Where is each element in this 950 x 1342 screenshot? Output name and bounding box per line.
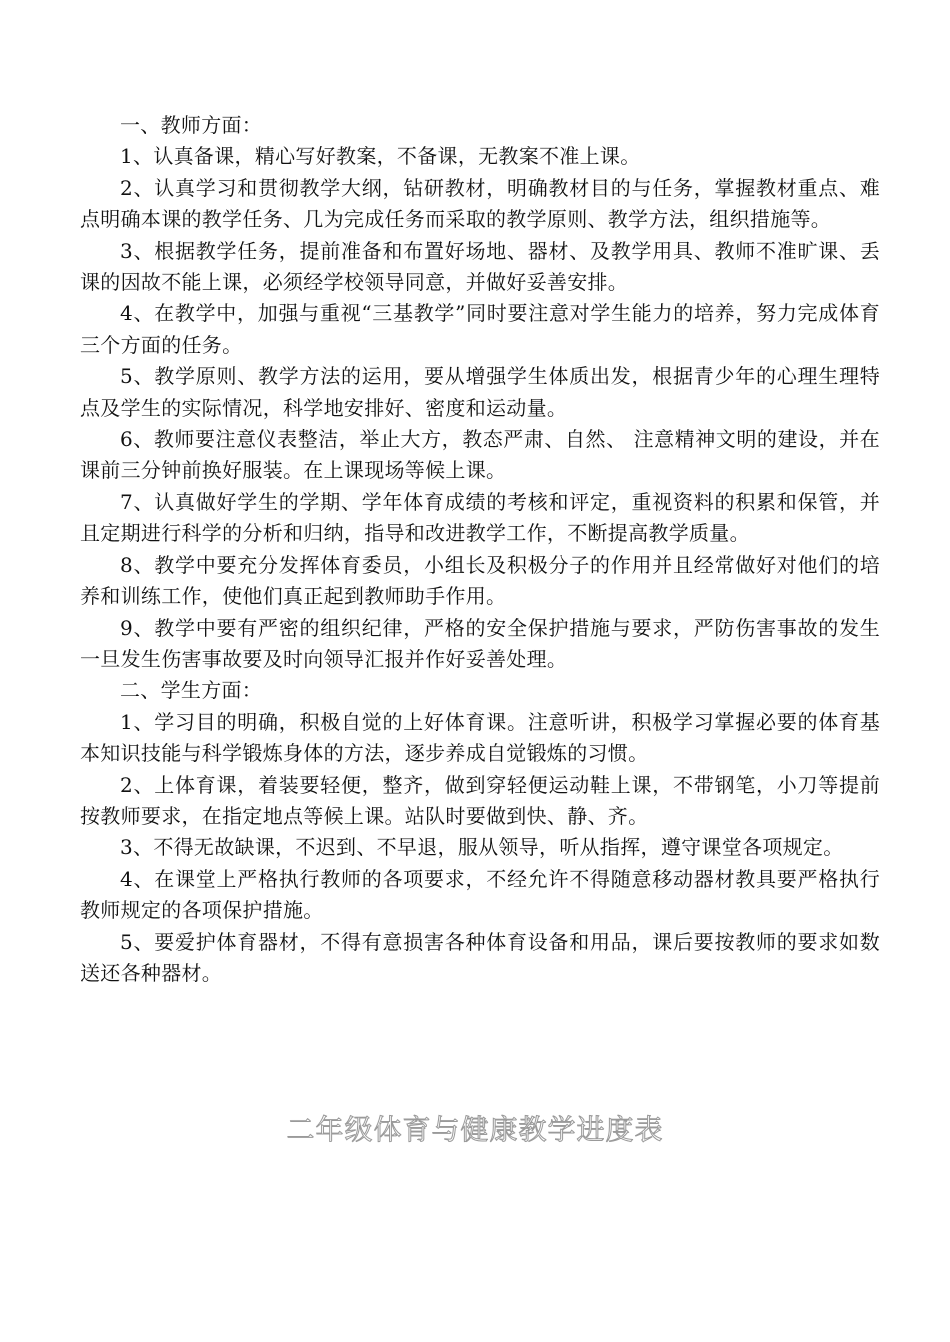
teacher-item-8: 8、教学中要充分发挥体育委员，小组长及积极分子的作用并且经常做好对他们的培养和训练工作，使他们真正起到教师助手作用。 (80, 552, 880, 609)
teacher-item-7: 7、认真做好学生的学期、学年体育成绩的考核和评定，重视资料的积累和保管，并且定期进行科学的分析和归纳，指导和改进教学工作，不断提高教学质量。 (80, 489, 880, 546)
student-item-4: 4、在课堂上严格执行教师的各项要求，不经允许不得随意移动器材教具要严格执行教师规定的各项保护措施。 (80, 866, 880, 923)
teacher-item-9: 9、教学中要有严密的组织纪律，严格的安全保护措施与要求，严防伤害事故的发生一旦发生伤害事故要及时向领导汇报并作好妥善处理。 (80, 615, 880, 671)
teacher-item-4: 4、在教学中，加强与重视“三基教学”同时要注意对学生能力的培养，努力完成体育三个方面的任务。 (80, 301, 880, 357)
teacher-item-3: 3、根据教学任务，提前准备和布置好场地、器材、及教学用具、教师不准旷课、丢课的因故不能上课，必须经学校领导同意，并做好妥善安排。 (80, 238, 880, 295)
section-heading-student: 二、学生方面： (120, 678, 263, 703)
outlined-title: 二年级体育与健康教学进度表 (286, 1113, 664, 1146)
student-item-3: 3、不得无故缺课，不迟到、不早退，服从领导，听从指挥，遵守课堂各项规定。 (120, 835, 844, 860)
teacher-item-6: 6、教师要注意仪表整洁，举止大方，教态严肃、自然、 注意精神文明的建设，并在课前三分钟前换好服装。在上课现场等候上课。 (80, 427, 880, 483)
student-item-1: 1、学习目的明确，积极自觉的上好体育课。注意听讲，积极学习掌握必要的体育基本知识技能与科学锻炼身体的方法，逐步养成自觉锻炼的习惯。 (80, 709, 880, 766)
section-heading-teacher: 一、教师方面： (120, 113, 263, 137)
teacher-item-5: 5、教学原则、教学方法的运用，要从增强学生体质出发，根据青少年的心理生理特点及学生的实际情况，科学地安排好、密度和运动量。 (80, 364, 880, 420)
teacher-item-2: 2、认真学习和贯彻教学大纲，钻研教材，明确教材目的与任务，掌握教材重点、难点明确本课的教学任务、几为完成任务而采取的教学原则、教学方法，组织措施等。 (80, 175, 880, 232)
teacher-item-1: 1、认真备课，精心写好教案，不备课，无教案不准上课。 (120, 144, 641, 169)
student-item-5: 5、要爱护体育器材，不得有意损害各种体育设备和用品，课后要按教师的要求如数送还各种器材。 (80, 929, 880, 985)
document-body (80, 110, 880, 989)
student-item-2: 2、上体育课，着装要轻便，整齐，做到穿轻便运动鞋上课，不带钢笔，小刀等提前按教师要求，在指定地点等候上课。站队时要做到快、静、齐。 (80, 772, 880, 828)
